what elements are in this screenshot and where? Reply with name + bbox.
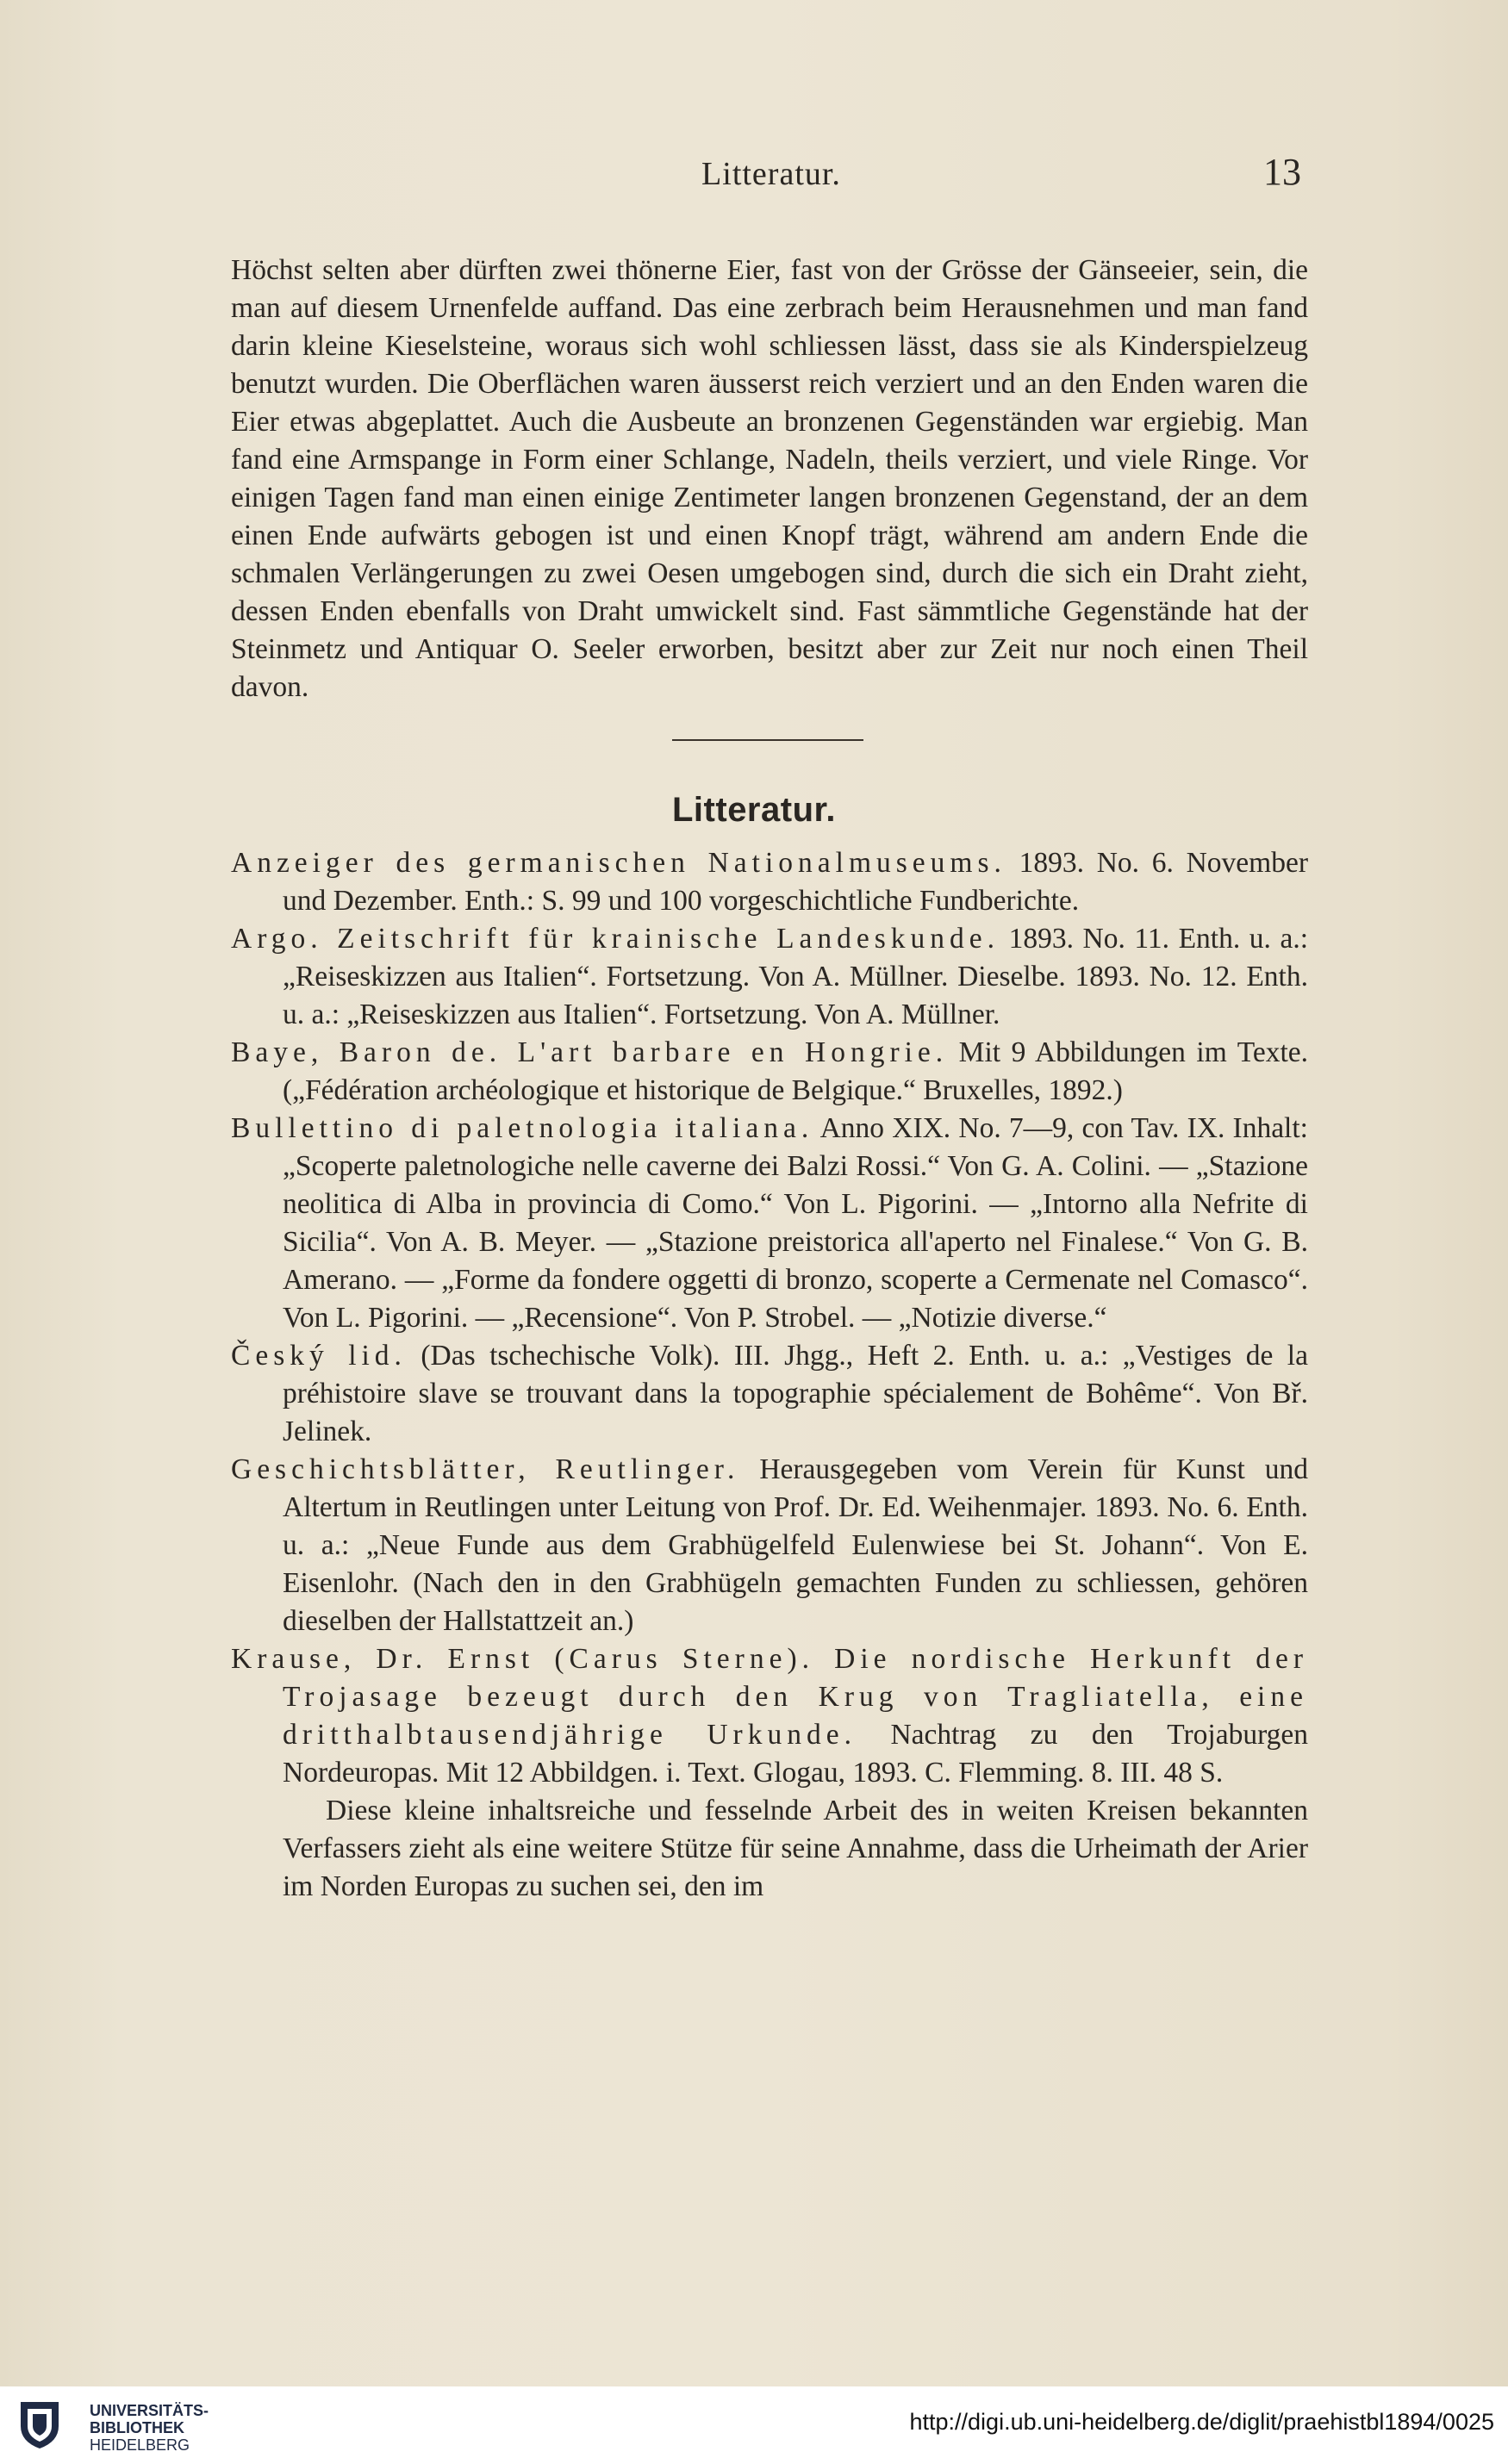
- entry-head: Krause, Dr. Ernst (Carus Sterne). Die nordische Herkunft der Trojasage bezeugt durch den Krug von Tragliatella, eine dritthalbtausendjährige Urkunde.: [231, 1643, 1308, 1751]
- entry-text: 1893. No. 11. Enth. u. a.: „Reiseskizzen aus Italien“. Fortsetzung. Von A. Müllner. Dieselbe. 1893. No. 12. Enth. u. a.: „Reiseskizzen aus Italien“. Fortsetzung. Von A. Müllner.: [283, 923, 1308, 1030]
- body-paragraph: [231, 252, 1308, 706]
- paragraph-text: Höchst selten aber dürften zwei thönerne Eier, fast von der Grösse der Gänseeier, sein, die man auf diesem Urnenfelde auffand. Das eine zerbrach beim Herausnehmen und man fand darin kleine Kieselsteine, woraus sich wohl schliessen lässt, dass sie als Kinderspielzeug benutzt wurden. Die Oberflächen waren äusserst reich verziert und an den Enden waren die Eier etwas abgeplattet. Auch die Ausbeute an bronzenen Gegenständen war ergiebig. Man fand eine Armspange in Form einer Schlange, Nadeln, theils verziert, und viele Ringe. Vor einigen Tagen fand man einen einige Zentimeter langen bronzenen Gegenstand, der an dem einen Ende aufwärts gebogen ist und einen Knopf trägt, während am andern Ende die schmalen Verlängerungen zu zwei Oesen umgebogen sind, durch die sich ein Draht zieht, dessen Enden ebenfalls von Draht umwickelt sind. Fast sämmtliche Gegenstände hat der Steinmetz und Antiquar O. Seeler erworben, besitzt aber zur Zeit nur noch einen Theil davon.: [231, 254, 1308, 703]
- library-name: [90, 2402, 209, 2454]
- library-line1: UNIVERSITÄTS-: [90, 2402, 209, 2419]
- review-note: Diese kleine inhaltsreiche und fesselnde Arbeit des in weiten Kreisen bekannten Verfassers zieht als eine weitere Stütze für seine Annahme, dass die Urheimath der Arier im Norden Europas zu suchen sei, den im: [283, 1795, 1308, 1902]
- entry-head: Geschichtsblätter, Reutlinger.: [231, 1453, 740, 1485]
- entry-head: Anzeiger des germanischen Nationalmuseums.: [231, 847, 1006, 879]
- entry-text: Nachtrag zu den Trojaburgen Nordeuropas. Mit 12 Abbildgen. i. Text. Glogau, 1893. C. Flemming. 8. III. 48 S.: [283, 1719, 1309, 1789]
- entry-text: Anno XIX. No. 7—9, con Tav. IX. Inhalt: „Scoperte paletnologiche nelle caverne dei Balzi Rossi.“ Von G. A. Colini. — „Stazione neolitica di Alba in provincia di Como.“ Von L. Pigorini. — „Intorno alla Nefrite di Sicilia“. Von A. B. Meyer. — „Stazione preistorica all'aperto nel Finalese.“ Von G. B. Amerano. — „Forme da fondere oggetti di bronzo, scoperte a Cermenate nel Comasco“. Von L. Pigorini. — „Recensione“. Von P. Strobel. — „Notizie diverse.“: [283, 1112, 1308, 1334]
- entry-text: Mit 9 Abbildungen im Texte. („Fédération archéologique et historique de Belgique.“ Bruxelles, 1892.): [283, 1036, 1308, 1106]
- section-divider: [672, 739, 863, 741]
- bib-entry: [231, 1337, 1308, 1451]
- bib-entry: [231, 1640, 1308, 1792]
- entry-text: (Das tschechische Volk). III. Jhgg., Heft 2. Enth. u. a.: „Vestiges de la préhistoire slave se trouvant dans la topographie spécialement de Bohême“. Von Bř. Jelinek.: [283, 1340, 1308, 1447]
- bibliography: [231, 844, 1308, 1906]
- bib-entry: [231, 844, 1308, 920]
- bib-entry: [231, 1034, 1308, 1110]
- entry-text: 1893. No. 6. November und Dezember. Enth.: S. 99 und 100 vorgeschichtliche Fundberichte.: [283, 847, 1308, 917]
- entry-head: Český lid.: [231, 1340, 407, 1372]
- running-header: [241, 151, 1301, 207]
- source-url-link[interactable]: http://digi.ub.uni-heidelberg.de/diglit/praehistbl1894/0025: [909, 2409, 1494, 2435]
- entry-head: Argo. Zeitschrift für krainische Landeskunde.: [231, 923, 1000, 955]
- running-title: Litteratur.: [701, 156, 841, 192]
- bib-entry: [231, 920, 1308, 1034]
- entry-head: Bullettino di paletnologia italiana.: [231, 1112, 814, 1144]
- entry-text: Herausgegeben vom Verein für Kunst und Altertum in Reutlingen unter Leitung von Prof. Dr. Ed. Weihenmajer. 1893. No. 6. Enth. u. a.: „Neue Funde aus dem Grabhügelfeld Eulenwiese bei St. Johann“. Von E. Eisenlohr. (Nach den in den Grabhügeln gemachten Funden zu schliessen, gehören dieselben der Hallstattzeit an.): [283, 1453, 1308, 1637]
- library-line2: BIBLIOTHEK: [90, 2419, 184, 2436]
- library-line3: HEIDELBERG: [90, 2436, 190, 2454]
- bib-entry: [231, 1451, 1308, 1640]
- section-title: Litteratur.: [672, 791, 836, 829]
- footer-bar: [0, 2386, 1508, 2464]
- entry-head: Baye, Baron de. L'art barbare en Hongrie.: [231, 1036, 949, 1068]
- bib-entry: [231, 1110, 1308, 1337]
- university-seal-icon: [17, 2397, 62, 2450]
- page-number: 13: [1263, 151, 1301, 193]
